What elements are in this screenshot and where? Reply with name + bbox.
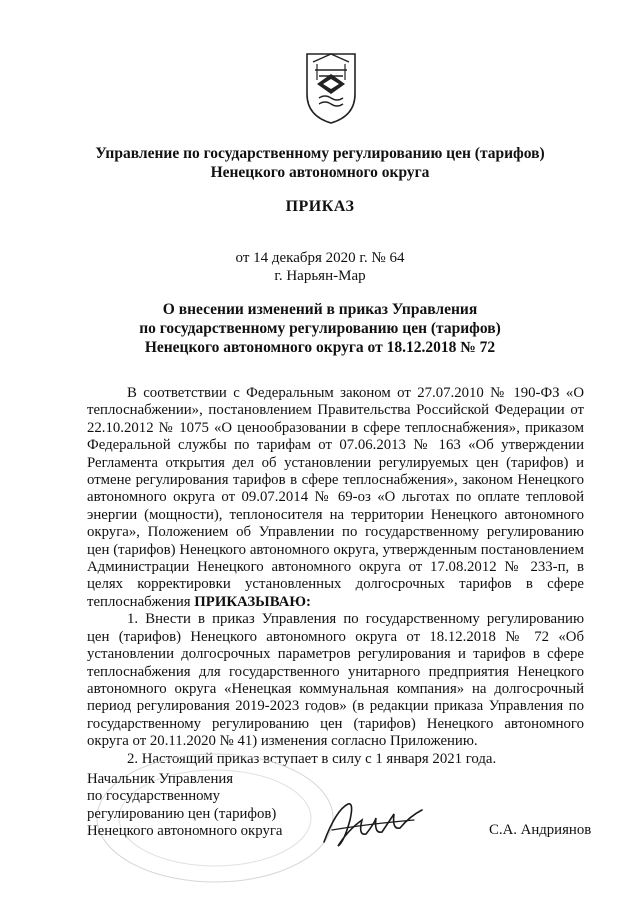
position-line3: регулированию цен (тарифов) — [87, 805, 277, 822]
document-subject — [0, 300, 640, 357]
item-2-paragraph: 2. Настоящий приказ вступает в силу с 1 января 2021 года. — [127, 750, 497, 767]
organization-name-line2: Ненецкого автономного округа — [210, 164, 430, 181]
document-body — [87, 385, 584, 768]
signatory-name: С.А. Андриянов — [489, 822, 592, 838]
preamble-paragraph — [87, 385, 584, 611]
document-date-number: от 14 декабря 2020 г. № 64 — [235, 250, 405, 266]
signatory-position — [87, 771, 283, 841]
preamble-text: В соответствии с Федеральным законом от 27.07.2010 № 190-ФЗ «О теплоснабжении», постановлением Правительства Российской Федерации от 22.10.2012 № 1075 «О ценообразовании в сфере теплоснабжения», приказом Федеральной службы по тарифам от 07.06.2013 № 163 «Об утверждении Регламента открытия дел об установлении регулируемых цен (тарифов) и отмене регулирования тарифов в сфере теплоснабжения», законом Ненецкого автономного округа от 09.07.2014 № 69-оз «О льготах по оплате тепловой энергии (мощности), теплоносителя на территории Ненецкого автономного округа», Положением об Управлении по государственному регулированию цен (тарифов) Ненецкого автономного округа, утвержденным постановлением Администрации Ненецкого автономного округа от 17.08.2012 № 233-п, в целях корректировки установленных долгосрочных тарифов в сфере теплоснабжения — [87, 385, 584, 610]
document-place: г. Нарьян-Мар — [274, 268, 366, 284]
order-word: ПРИКАЗЫВАЮ: — [194, 593, 311, 610]
position-line4: Ненецкого автономного округа — [87, 823, 283, 840]
subject-line2: по государственному регулированию цен (тарифов) — [139, 320, 501, 337]
organization-name — [0, 144, 640, 182]
document-title: ПРИКАЗ — [285, 198, 355, 215]
document-meta — [0, 249, 640, 285]
organization-name-line1: Управление по государственному регулированию цен (тарифов) — [95, 145, 545, 162]
subject-line1: О внесении изменений в приказ Управления — [162, 301, 478, 318]
item-1-paragraph: 1. Внести в приказ Управления по государственному регулированию цен (тарифов) Ненецкого автономного округа от 18.12.2018 № 72 «Об установлении долгосрочных параметров регулирования и тарифов в сфере теплоснабжения для государственного унитарного предприятия Ненецкого автономного округа «Ненецкая коммунальная компания» на долгосрочный период регулирования 2019-2023 годов» (в редакции приказа Управления по государственному регулированию цен (тарифов) Ненецкого автономного округа от 20.11.2020 № 41) изменения согласно Приложению. — [87, 611, 584, 750]
position-line2: по государственному — [87, 788, 221, 805]
coat-of-arms-icon — [303, 50, 359, 126]
handwritten-signature-icon — [318, 790, 428, 860]
position-line1: Начальник Управления — [87, 771, 234, 787]
subject-line3: Ненецкого автономного округа от 18.12.2018 № 72 — [144, 339, 496, 356]
